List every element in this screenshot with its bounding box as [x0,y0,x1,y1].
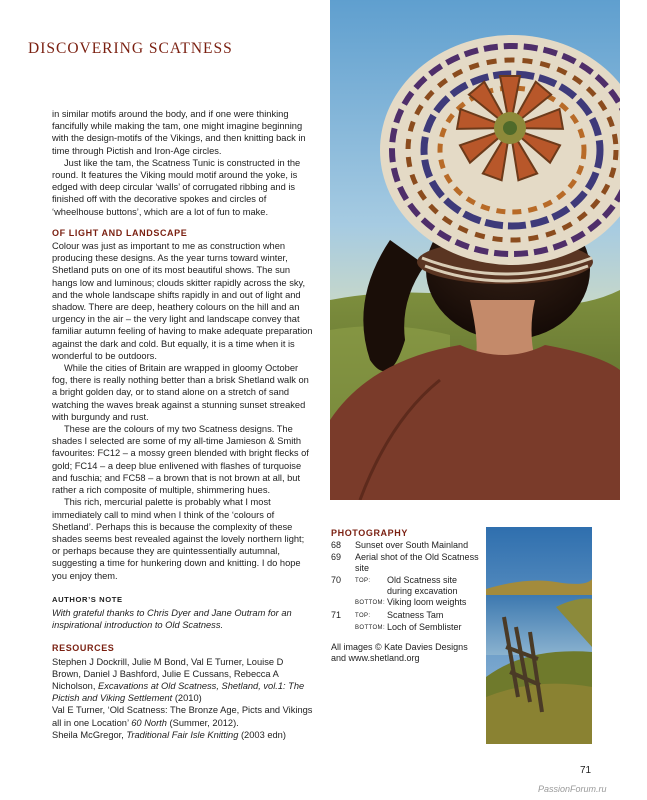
image-credit: All images © Kate Davies Designs and www.shetland.org [331,641,468,664]
resource-item: Sheila McGregor, Traditional Fair Isle Knitting (2003 edn) [52,729,286,740]
photography-credits [331,528,481,664]
photo-credit-row: BOTTOM: Loch of Semblister [355,622,462,633]
author-note-heading: AUTHOR’S NOTE [52,594,123,604]
section-heading-light: OF LIGHT AND LANDSCAPE [52,227,188,238]
main-text-column [52,108,314,741]
body-paragraph: Colour was just as important to me as construction when producing these designs. As the year turns toward winter, Shetland puts on one of its most beautiful shows. The sun hangs low and luminous; clouds skitter rapidly across the sky, and the whole landscape shifts rapidly in and out of light and shadow. There are deep, heathery colours on the hill and an urgency in the air – the very light and landscape convey that familiar autumn feeling of having to make adequate preparation against the dark and cold. But equally, it is a time when it is wonderful to be outdoors. [52,241,313,361]
page-number: 71 [580,765,592,776]
tam-photo-illustration [330,0,620,500]
body-paragraph: This rich, mercurial palette is probably what I most immediately call to mind when I think of the ‘colours of Shetland’. Perhaps this is because the complexity of these shades seems best revealed against the lovely northern light; or perhaps because they are quintessentially autumnal, suggesting a time for hunkering down and knitting. I do hope you enjoy them. [52,497,305,581]
watermark: PassionForum.ru [538,784,607,794]
photo-credit-row: BOTTOM: Viking loom weights [355,597,467,608]
body-paragraph: While the cities of Britain are wrapped in gloomy October fog, there is really nothing better than a brisk Shetland walk on a bright golden day, or to stand alone on a stretch of sand watching the waves break against a stunning sunset streaked with burgundy and rust. [52,363,309,422]
intro-paragraph: Just like the tam, the Scatness Tunic is constructed in the round. It features the Viking mould motif around the yoke, is edged with deep circular ‘walls’ of corrugated ribbing and is finished off with the decorative spokes and circles of ‘wheelhouse buttons’, which are a lot of fun to make. [52,157,301,217]
scatness-tam-photo [330,0,620,500]
running-header: DISCOVERING SCATNESS [28,40,233,57]
photo-credit-row: 70 TOP: Old Scatness site during excavation [331,574,458,597]
photo-credit-row: 69 Aerial shot of the Old Scatness site [331,551,479,574]
loch-photo-illustration [486,527,592,744]
resource-item: Val E Turner, ‘Old Scatness: The Bronze Age, Picts and Vikings all in one Location’ 60 North (Summer, 2012). [52,705,313,728]
resources-heading: RESOURCES [52,643,115,654]
body-paragraph: These are the colours of my two Scatness designs. The shades I selected are some of my all-time Jamieson & Smith favourites: FC12 – a mossy green blended with bright flecks of gold; FC14 – a deep blue enlivened with flashes of turquoise and fuschia; and FC58 – a brown that is not brown at all, but rather a rich composite of multiple, shimmering hues. [52,424,309,496]
photo-credit-row: 71 TOP: Scatness Tam [331,609,444,620]
intro-paragraph: in similar motifs around the body, and if one were thinking fancifully while making the tam, one might imagine beginning with the design-motifs of the Vikings, and then knitting back in time through Pictish and Iron-Age circles. [52,109,306,156]
loch-photo [486,527,592,744]
photo-credit-row: 68 Sunset over South Mainland [331,540,469,551]
photography-heading: PHOTOGRAPHY [331,528,408,538]
author-note-text: With grateful thanks to Chris Dyer and Jane Outram for an inspirational introduction to Old Scatness. [52,607,292,631]
resource-item: Stephen J Dockrill, Julie M Bond, Val E Turner, Louise D Brown, Daniel J Bashford, Julie E Cussans, Rebecca A Nicholson, Excavations at Old Scatness, Shetland, vol.1: The Pictish and Viking Settlement (2010) [52,656,305,704]
